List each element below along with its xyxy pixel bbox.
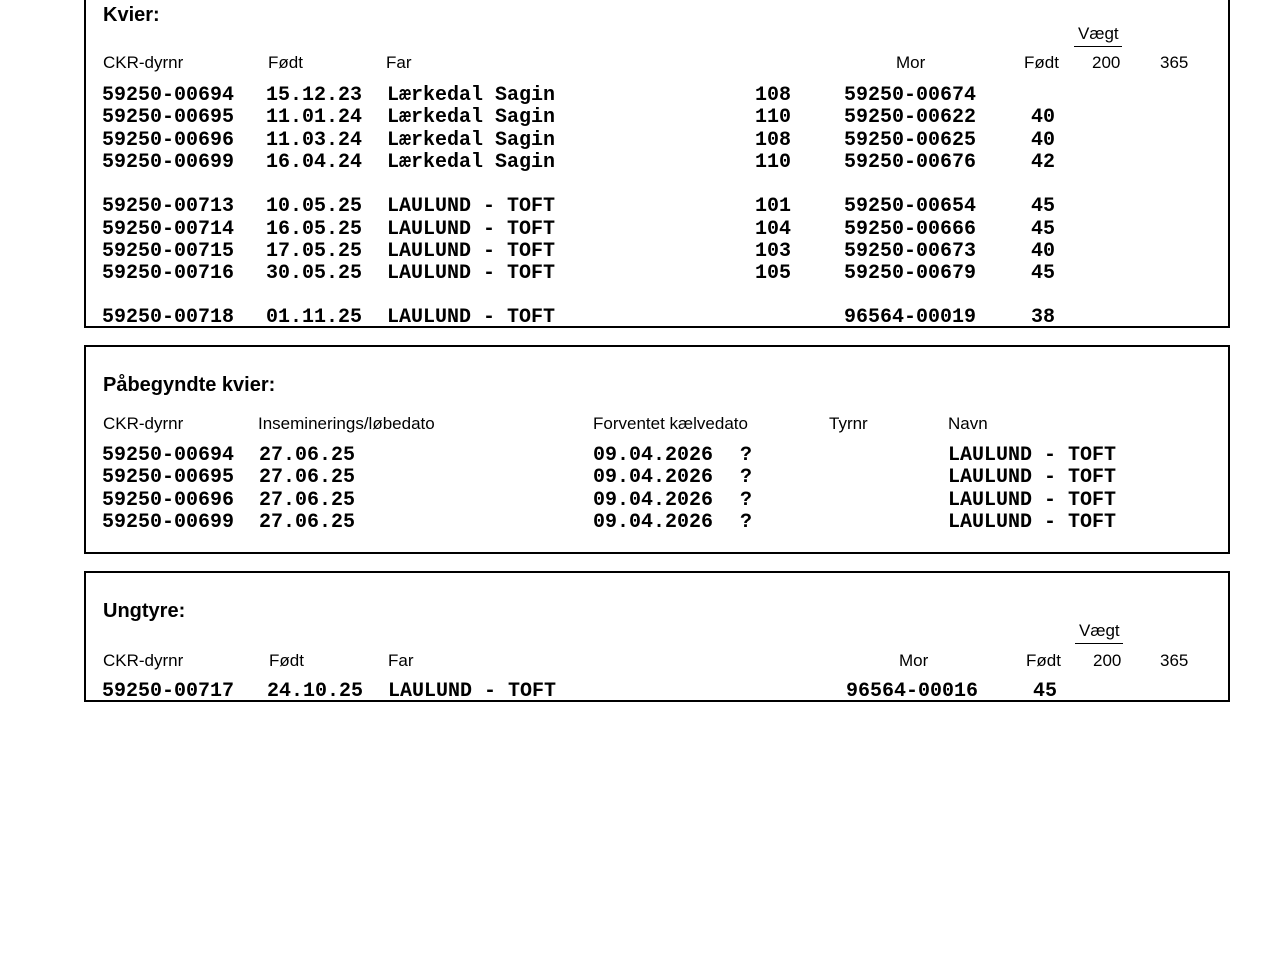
cell-sire: LAULUND - TOFT [387,218,556,241]
cell-dam-born: 45 [1031,262,1056,285]
cell-born: 10.05.25 [266,195,363,218]
cell-insemination-date: 27.06.25 [259,511,356,534]
header-ckr: CKR-dyrnr [103,651,184,670]
cell-number: 108 [755,129,792,152]
cell-sire: LAULUND - TOFT [387,306,556,329]
cell-sire: Lærkedal Sagin [387,84,556,107]
kvier-section [84,0,1230,328]
cell-number: 108 [755,84,792,107]
cell-number: 110 [755,151,792,174]
cell-expected-calving: 09.04.2026 [593,444,714,467]
cell-born: 30.05.25 [266,262,363,285]
header-expected-calving: Forventet kælvedato [593,414,748,433]
cell-dam-born: 45 [1033,680,1058,703]
cell-dam-born: 40 [1031,106,1056,129]
cell-bull-number: ? [740,511,753,534]
table-row [86,681,1228,705]
cell-born: 24.10.25 [267,680,364,703]
cell-dam-born: 40 [1031,240,1056,263]
weight-header: Vægt [1075,621,1123,644]
table-row [86,241,1228,265]
cell-ckr: 59250-00695 [102,466,235,489]
cell-number: 110 [755,106,792,129]
cell-ckr: 59250-00713 [102,195,235,218]
cell-name: LAULUND - TOFT [948,511,1117,534]
cell-expected-calving: 09.04.2026 [593,466,714,489]
cell-dam-born: 42 [1031,151,1056,174]
cell-sire: Lærkedal Sagin [387,129,556,152]
table-row [86,130,1228,154]
cell-ckr: 59250-00714 [102,218,235,241]
cell-ckr: 59250-00715 [102,240,235,263]
cell-ckr: 59250-00718 [102,306,235,329]
cell-number: 104 [755,218,792,241]
header-name: Navn [948,414,988,433]
header-sire: Far [386,53,412,72]
cell-dam-born: 45 [1031,195,1056,218]
young-bulls-section [84,571,1230,702]
cell-dam: 59250-00676 [844,151,977,174]
cell-ckr: 59250-00696 [102,489,235,512]
cell-sire: Lærkedal Sagin [387,151,556,174]
table-row [86,107,1228,131]
header-born: Født [268,53,303,72]
header-dam: Mor [899,651,929,670]
cell-ckr: 59250-00695 [102,106,235,129]
cell-expected-calving: 09.04.2026 [593,511,714,534]
section-title: Kvier: [103,4,160,26]
cell-dam: 59250-00673 [844,240,977,263]
started-heifers-section [84,345,1230,554]
cell-dam: 96564-00019 [844,306,977,329]
weight-header: Vægt [1074,24,1122,47]
table-row [86,219,1228,243]
cell-born: 16.05.25 [266,218,363,241]
header-weight-200: 200 [1092,53,1121,72]
cell-dam: 59250-00679 [844,262,977,285]
cell-sire: LAULUND - TOFT [387,240,556,263]
header-insemination-date: Inseminerings/løbedato [258,414,435,433]
header-sire: Far [388,651,414,670]
cell-dam: 59250-00666 [844,218,977,241]
table-row [86,85,1228,109]
cell-born: 15.12.23 [266,84,363,107]
cell-sire: LAULUND - TOFT [388,680,557,703]
cell-dam: 59250-00654 [844,195,977,218]
cell-dam-born: 45 [1031,218,1056,241]
table-row [86,467,1228,491]
cell-dam: 59250-00622 [844,106,977,129]
cell-ckr: 59250-00717 [102,680,235,703]
section-title: Påbegyndte kvier: [103,374,276,396]
cell-dam: 59250-00674 [844,84,977,107]
header-dam: Mor [896,53,926,72]
table-row [86,152,1228,176]
cell-ckr: 59250-00716 [102,262,235,285]
header-weight-365: 365 [1160,651,1189,670]
table-row [86,512,1228,536]
cell-number: 103 [755,240,792,263]
cell-dam: 96564-00016 [846,680,979,703]
cell-expected-calving: 09.04.2026 [593,489,714,512]
table-row [86,307,1228,331]
cell-born: 11.01.24 [266,106,363,129]
cell-bull-number: ? [740,444,753,467]
cell-name: LAULUND - TOFT [948,489,1117,512]
cell-dam-born: 38 [1031,306,1056,329]
cell-sire: Lærkedal Sagin [387,106,556,129]
cell-ckr: 59250-00696 [102,129,235,152]
cell-sire: LAULUND - TOFT [387,195,556,218]
header-ckr: CKR-dyrnr [103,414,184,433]
cell-born: 17.05.25 [266,240,363,263]
cell-insemination-date: 27.06.25 [259,489,356,512]
cell-ckr: 59250-00694 [102,444,235,467]
cell-bull-number: ? [740,489,753,512]
cell-sire: LAULUND - TOFT [387,262,556,285]
cell-born: 16.04.24 [266,151,363,174]
cell-name: LAULUND - TOFT [948,466,1117,489]
cell-number: 101 [755,195,792,218]
cell-ckr: 59250-00699 [102,151,235,174]
cell-name: LAULUND - TOFT [948,444,1117,467]
header-bull-number: Tyrnr [829,414,868,433]
cell-ckr: 59250-00694 [102,84,235,107]
header-born: Født [269,651,304,670]
header-ckr: CKR-dyrnr [103,53,184,72]
header-dam-born: Født [1026,651,1061,670]
cell-insemination-date: 27.06.25 [259,444,356,467]
cell-dam-born: 40 [1031,129,1056,152]
section-title: Ungtyre: [103,600,186,622]
header-dam-born: Født [1024,53,1059,72]
header-weight-365: 365 [1160,53,1189,72]
cell-dam: 59250-00625 [844,129,977,152]
cell-born: 11.03.24 [266,129,363,152]
cell-number: 105 [755,262,792,285]
cell-ckr: 59250-00699 [102,511,235,534]
table-row [86,196,1228,220]
cell-insemination-date: 27.06.25 [259,466,356,489]
cell-born: 01.11.25 [266,306,363,329]
table-row [86,263,1228,287]
cell-bull-number: ? [740,466,753,489]
header-weight-200: 200 [1093,651,1122,670]
